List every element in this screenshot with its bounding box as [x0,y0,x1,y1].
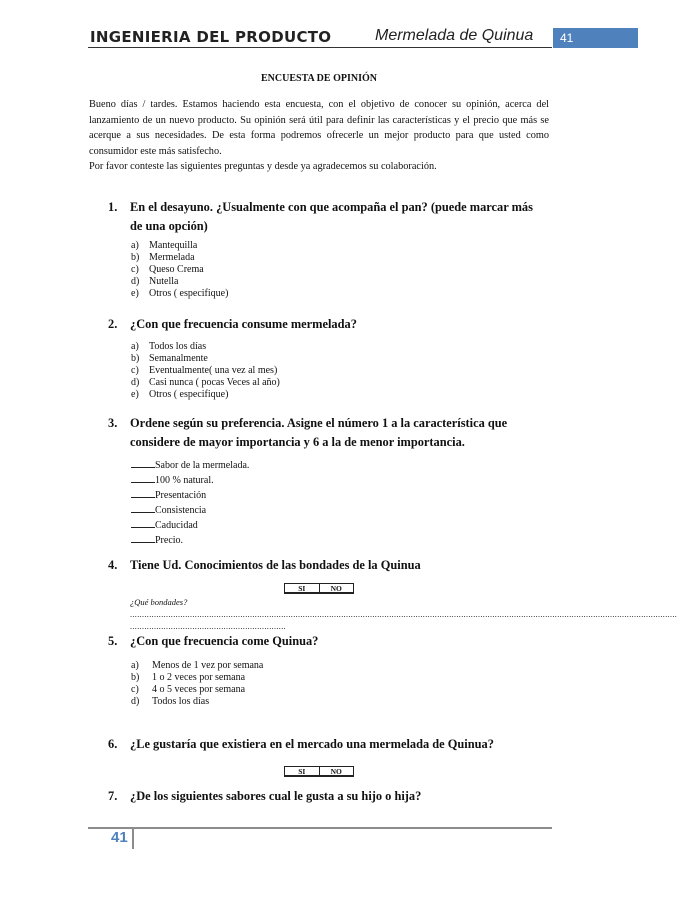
header-rule [88,47,552,48]
question-number: 3. [108,416,118,430]
question-number: 6. [108,737,118,751]
no-option[interactable]: NO [330,767,342,776]
survey-title: ENCUESTA DE OPINIÓN [261,73,377,84]
question-text: Tiene Ud. Conocimientos de las bondades de la Quinua [130,558,421,572]
header-left-title: INGENIERIA DEL PRODUCTO [90,28,332,46]
question-text: ¿Le gustaría que existiera en el mercado una mermelada de Quinua? [130,737,494,751]
option[interactable]: b) Semanalmente [131,352,208,364]
option[interactable]: b) 1 o 2 veces por semana [131,671,246,683]
option[interactable]: d) Casi nunca ( pocas Veces al año) [131,376,280,388]
question-7 [108,787,548,806]
ranking-blank[interactable] [131,488,155,498]
question-1 [108,198,548,235]
option[interactable]: c) Eventualmente( una vez al mes) [131,364,278,376]
answer-line[interactable]: .................................................................................................................................................................................................................................... [130,610,677,619]
yes-option[interactable]: SI [285,584,320,592]
question-text: En el desayuno. ¿Usualmente con que acompaña el pan? (puede marcar más de una opción) [130,200,533,233]
question-5 [108,632,548,651]
no-option[interactable]: NO [330,584,342,593]
question-2 [108,315,548,334]
question-5-options [131,660,263,708]
intro-closing: Por favor conteste las siguientes preguntas y desde ya agradecemos su colaboración. [89,161,437,173]
ranking-blank[interactable] [131,533,155,543]
option[interactable]: d) Todos los días [131,695,210,707]
question-text: ¿De los siguientes sabores cual le gusta a su hijo o hija? [130,789,422,803]
ranking-item[interactable]: Presentación [131,488,249,503]
question-2-options [131,341,280,401]
footer-page-number: 41 [111,829,128,846]
question-4 [108,556,548,575]
ranking-blank[interactable] [131,458,155,468]
option[interactable]: c) 4 o 5 veces por semana [131,683,246,695]
ranking-item[interactable]: Sabor de la mermelada. [131,458,249,473]
option[interactable]: a) Menos de 1 vez por semana [131,660,264,671]
question-text: ¿Con que frecuencia consume mermelada? [130,317,357,331]
option[interactable]: e) Otros ( especifique) [131,388,229,400]
option[interactable]: d) Nutella [131,275,179,287]
question-text: Ordene según su preferencia. Asigne el número 1 a la característica que considere de mayor importancia y 6 a la de menor importancia. [130,416,508,449]
answer-line[interactable]: ................................................................. [130,622,286,631]
question-number: 7. [108,789,118,803]
followup-question: ¿Qué bondades? [130,597,188,607]
option[interactable]: e) Otros ( especifique) [131,287,229,299]
question-6 [108,735,548,754]
question-3 [108,414,548,451]
option[interactable]: c) Queso Crema [131,263,204,275]
ranking-blank[interactable] [131,518,155,528]
header-right-title: Mermelada de Quinua [375,27,534,44]
ranking-item[interactable]: Consistencia [131,503,249,518]
option[interactable]: a) Todos los días [131,341,207,352]
ranking-item[interactable]: 100 % natural. [131,473,249,488]
question-6-yes-no-box[interactable] [284,766,354,777]
footer-rule [88,827,552,829]
footer-divider [132,827,134,849]
question-number: 2. [108,317,118,331]
yes-option[interactable]: SI [285,767,320,775]
option[interactable]: b) Mermelada [131,251,195,263]
ranking-blank[interactable] [131,473,155,483]
ranking-item[interactable]: Precio. [131,533,249,548]
option[interactable]: a) Mantequilla [131,240,198,251]
ranking-blank[interactable] [131,503,155,513]
question-4-yes-no-box[interactable] [284,583,354,594]
question-1-options [131,240,228,300]
intro-paragraph: Bueno días / tardes. Estamos haciendo esta encuesta, con el objetivo de conocer su opinión, acerca del lanzamiento de un nuevo producto. Su opinión será útil para definir las características y el precio que más se acerque a sus necesidades. De esta forma podremos ofrecerle un mejor producto para que usted como consumidor este más satisfecho. [89,99,549,157]
question-number: 4. [108,558,118,572]
question-3-ranking [131,458,249,547]
ranking-item[interactable]: Caducidad [131,518,249,533]
question-text: ¿Con que frecuencia come Quinua? [130,634,319,648]
header-page-number: 41 [553,28,638,48]
question-number: 1. [108,200,118,214]
question-number: 5. [108,634,118,648]
intro-text [89,97,549,175]
